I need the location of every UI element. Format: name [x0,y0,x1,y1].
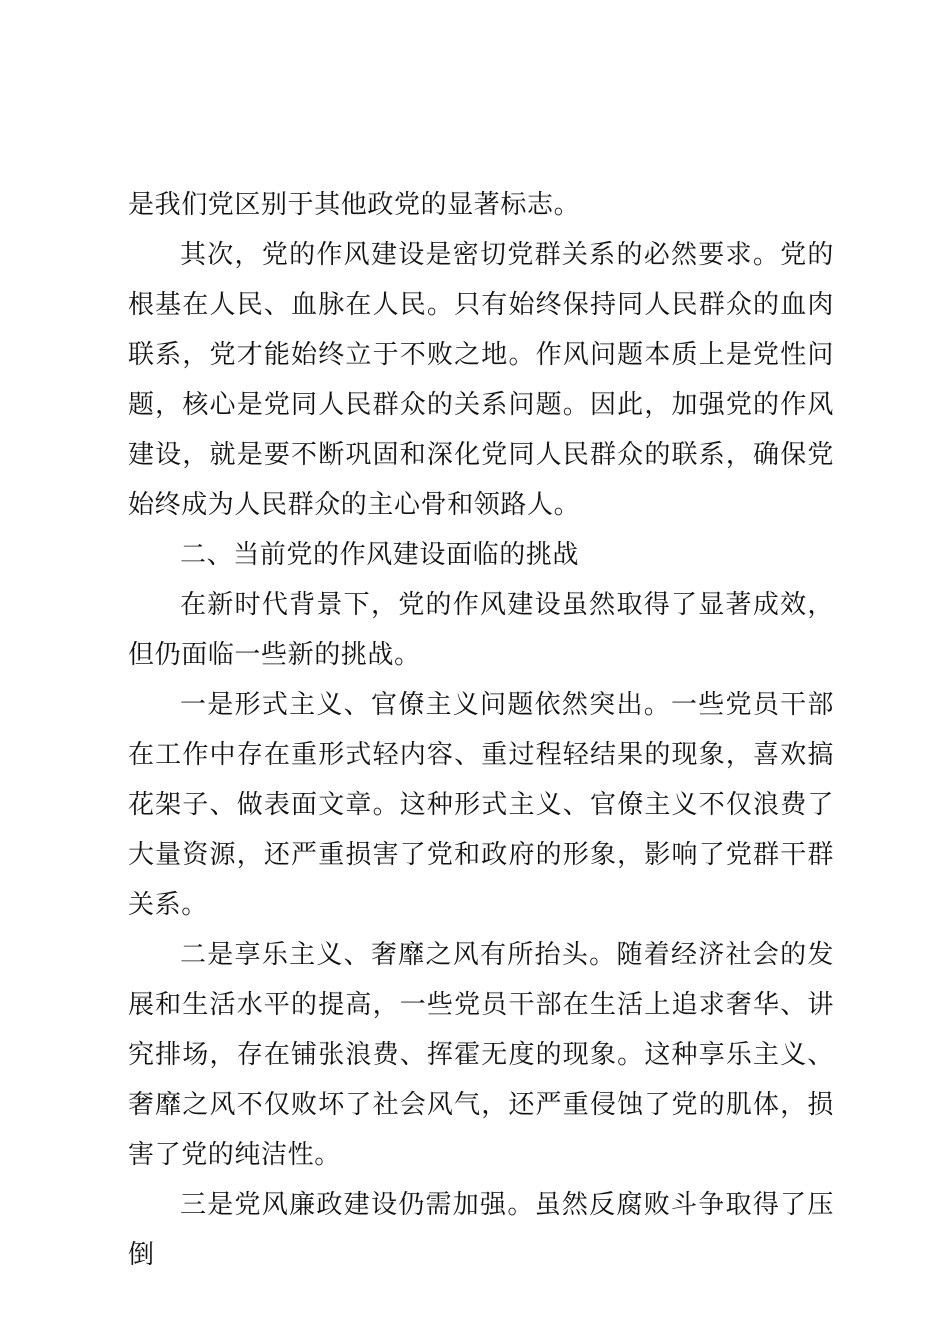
paragraph-challenge-three: 三是党风廉政建设仍需加强。虽然反腐败斗争取得了压倒 [128,1190,834,1270]
paragraph-challenge-one: 一是形式主义、官僚主义问题依然突出。一些党员干部在工作中存在重形式轻内容、重过程轻结果的现象，喜欢搞花架子、做表面文章。这种形式主义、官僚主义不仅浪费了大量资源，还严重损害了党和政府的形象，影响了党群干群关系。 [128,690,834,920]
paragraph-secondly: 其次，党的作风建设是密切党群关系的必然要求。党的根基在人民、血脉在人民。只有始终保持同人民群众的血肉联系，党才能始终立于不败之地。作风问题本质上是党性问题，核心是党同人民群众的关系问题。因此，加强党的作风建设，就是要不断巩固和深化党同人民群众的联系，确保党始终成为人民群众的主心骨和领路人。 [128,240,834,520]
paragraph-continuation: 是我们党区别于其他政党的显著标志。 [128,190,581,220]
section-heading-challenges: 二、当前党的作风建设面临的挑战 [180,540,580,570]
document-body [128,180,834,1280]
paragraph-intro-challenges: 在新时代背景下，党的作风建设虽然取得了显著成效，但仍面临一些新的挑战。 [128,590,834,670]
paragraph-challenge-two: 二是享乐主义、奢靡之风有所抬头。随着经济社会的发展和生活水平的提高，一些党员干部在生活上追求奢华、讲究排场，存在铺张浪费、挥霍无度的现象。这种享乐主义、奢靡之风不仅败坏了社会风气，还严重侵蚀了党的肌体，损害了党的纯洁性。 [128,940,834,1170]
